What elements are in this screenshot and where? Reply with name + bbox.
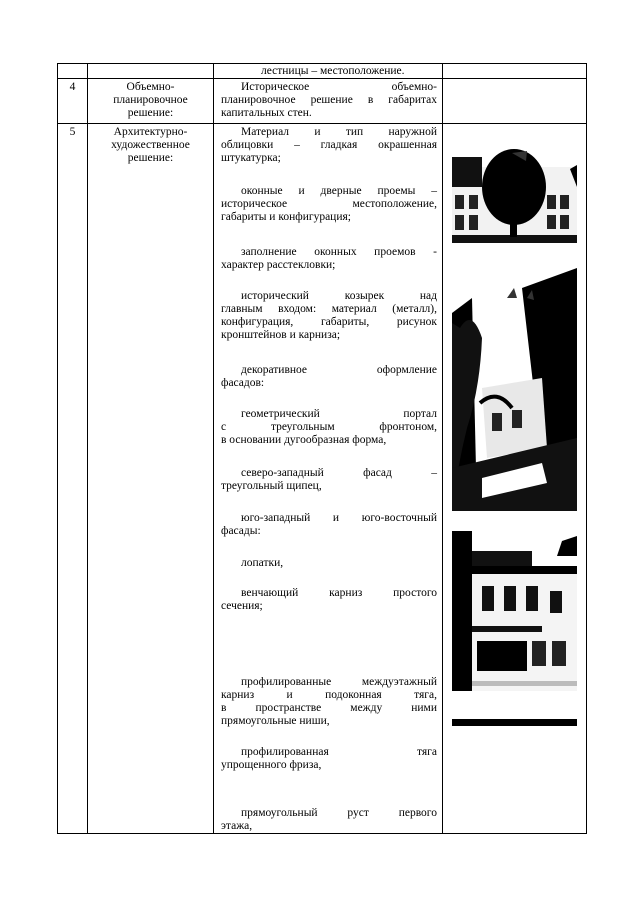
building-photo-2-image — [452, 268, 577, 511]
table-row-divider — [57, 78, 587, 79]
content-line: характер расстекловки; — [221, 259, 336, 271]
content-line: геометрический портал — [241, 408, 437, 420]
row-name-line: решение: — [127, 152, 174, 164]
table-col-divider — [213, 63, 214, 834]
content-line: сечения; — [221, 600, 263, 612]
table-border-top — [57, 63, 587, 64]
content-line: исторический козырек над — [241, 290, 437, 302]
content-line: заполнение оконных проемов - — [241, 246, 437, 258]
row-name-line: Объемно- — [126, 81, 175, 93]
row-number: 5 — [69, 126, 76, 138]
content-line: профилированные междуэтажный — [241, 676, 437, 688]
building-photo-3 — [452, 531, 577, 726]
content-line: лопатки, — [241, 557, 284, 569]
paragraph-interfloor-cornice — [221, 676, 437, 728]
row-name-line: художественное — [111, 139, 190, 151]
content-line: треугольный щипец, — [221, 480, 322, 492]
row-number: 4 — [69, 81, 76, 93]
building-photo-1 — [452, 147, 577, 243]
content-line: в пространстве между ними — [221, 702, 437, 714]
content-line: декоративное оформление — [241, 364, 437, 376]
content-line: облицовки – гладкая окрашенная — [221, 139, 437, 151]
paragraph-pilasters — [221, 557, 437, 570]
paragraph-rustication — [221, 807, 437, 833]
content-line: штукатурка; — [221, 152, 281, 164]
table-border-right — [586, 63, 587, 834]
paragraph-sw-se-facades — [221, 512, 437, 538]
content-line: кронштейнов и карниза; — [221, 329, 341, 341]
content-line: Историческое объемно- — [241, 81, 437, 93]
content-line: карниз и подоконная тяга, — [221, 689, 437, 701]
paragraph-cladding — [221, 126, 437, 165]
content-line: капитальных стен. — [221, 107, 312, 119]
row-name-line: планировочное — [113, 94, 188, 106]
content-line: прямоугольный руст первого — [241, 807, 437, 819]
paragraph-portal — [221, 408, 437, 447]
content-line: историческое местоположение, — [221, 198, 437, 210]
row-content-cell — [221, 65, 437, 78]
table-col-divider — [87, 63, 88, 834]
row-name-line: решение: — [127, 107, 174, 119]
row-content-cell — [221, 81, 437, 120]
content-line: упрощенного фриза, — [221, 759, 322, 771]
content-line: в основании дугообразная форма, — [221, 434, 387, 446]
content-line: оконные и дверные проемы – — [241, 185, 437, 197]
content-line: профилированная тяга — [241, 746, 437, 758]
paragraph-openings — [221, 185, 437, 224]
content-line: Материал и тип наружной — [241, 126, 437, 138]
paragraph-glazing — [221, 246, 437, 272]
table-border-bottom — [57, 833, 587, 834]
content-line: северо-западный фасад – — [241, 467, 437, 479]
row-name-line: Архитектурно- — [113, 126, 188, 138]
table-col-divider — [442, 63, 443, 834]
building-photo-3-image — [452, 531, 577, 726]
content-line: фасадов: — [221, 377, 265, 389]
content-line: венчающий карниз простого — [241, 587, 437, 599]
content-line: юго-западный и юго-восточный — [241, 512, 437, 524]
paragraph-frieze — [221, 746, 437, 772]
building-photo-2 — [452, 268, 577, 511]
content-line: габариты и конфигурация; — [221, 211, 351, 223]
content-line: этажа, — [221, 820, 253, 832]
paragraph-canopy — [221, 290, 437, 342]
content-line: главным входом: материал (металл), — [221, 303, 437, 315]
content-line: прямоугольные ниши, — [221, 715, 330, 727]
content-line: фасады: — [221, 525, 261, 537]
building-photo-1-image — [452, 147, 577, 243]
paragraph-cornice — [221, 587, 437, 613]
content-line: конфигурация, габариты, рисунок — [221, 316, 437, 328]
content-line: планировочное решение в габаритах — [221, 94, 437, 106]
content-line: лестницы – местоположение. — [261, 65, 405, 77]
table-row-divider — [57, 123, 587, 124]
row-name-cell — [88, 81, 213, 120]
content-line: с треугольным фронтоном, — [221, 421, 437, 433]
paragraph-nw-facade — [221, 467, 437, 493]
row-name-cell — [88, 126, 213, 165]
paragraph-decoration — [221, 364, 437, 390]
table-col-divider — [57, 63, 58, 834]
